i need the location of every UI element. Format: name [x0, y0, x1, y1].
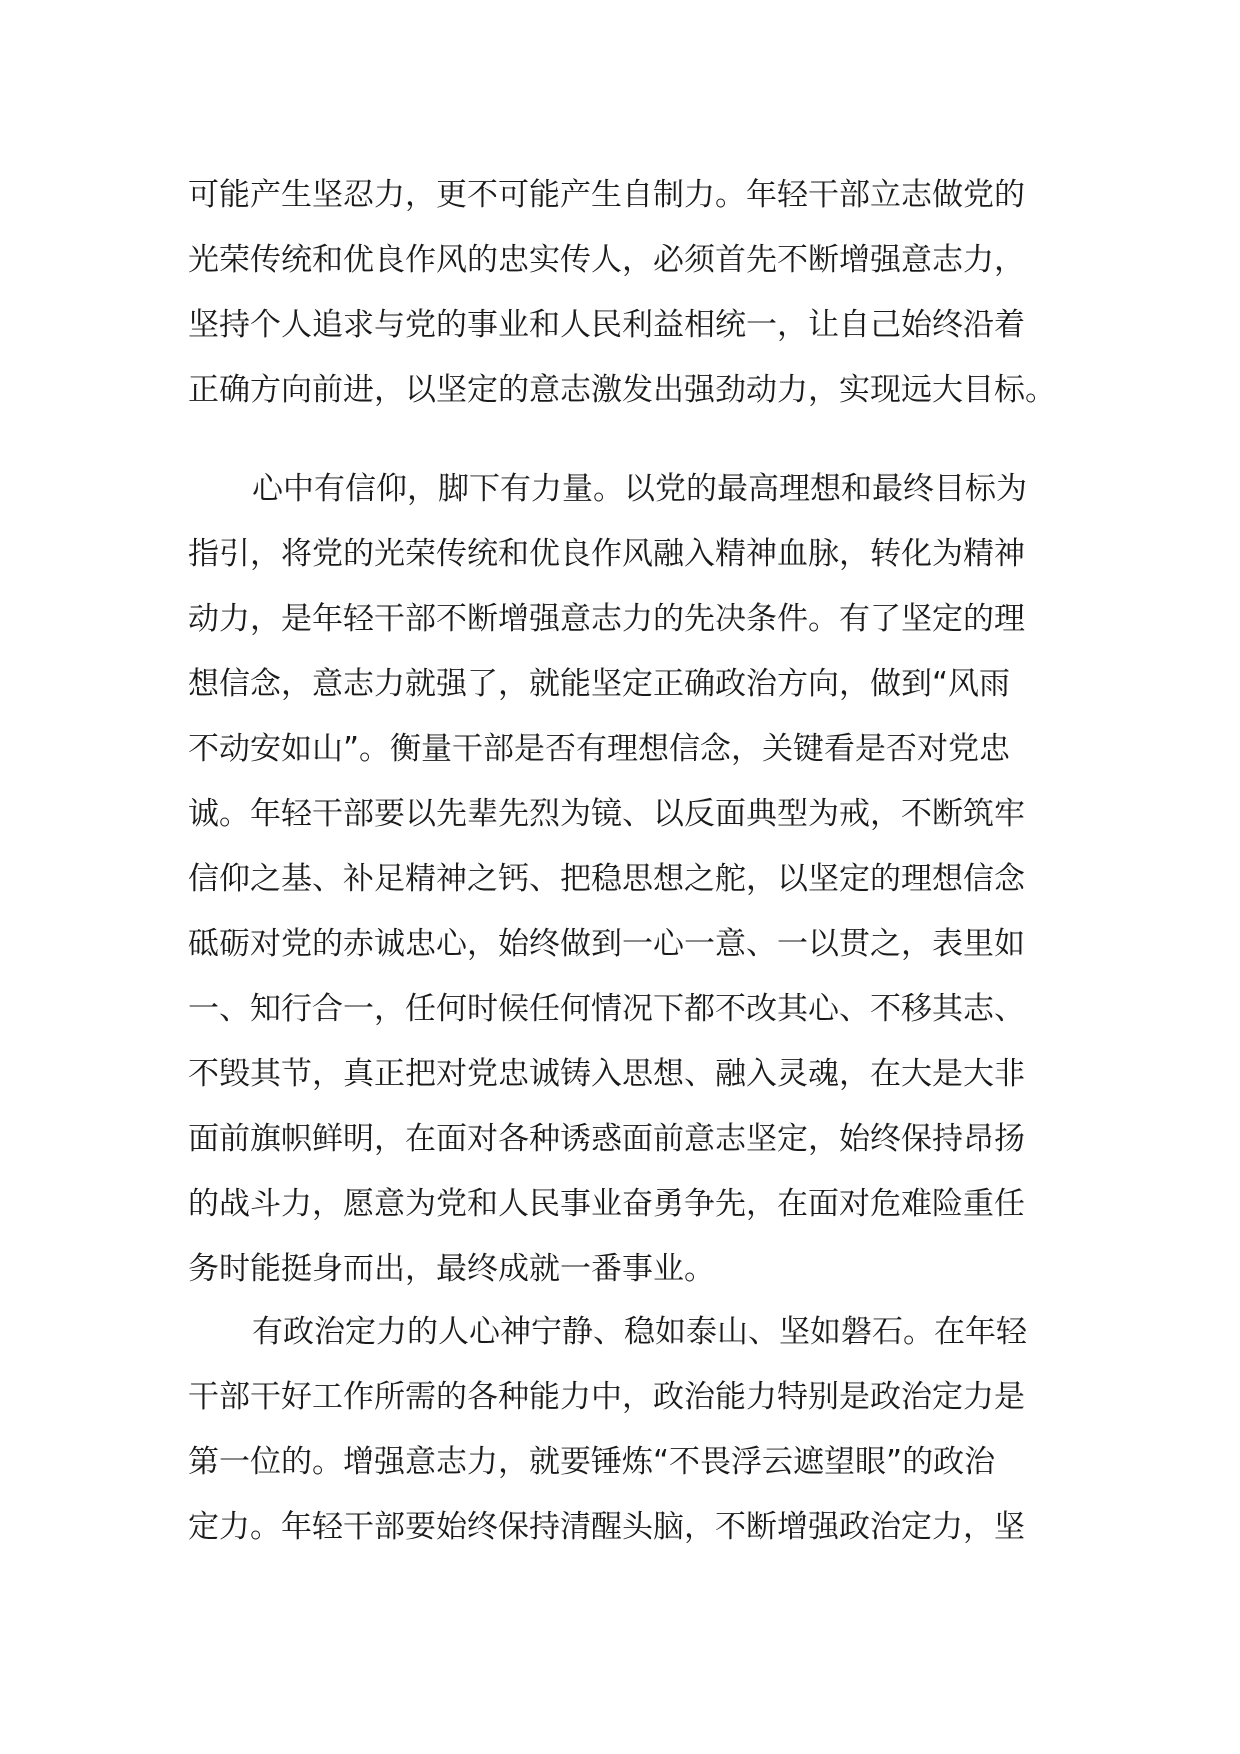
paragraph-line: 定力。年轻干部要始终保持清醒头脑，不断增强政治定力，坚 [188, 1509, 1025, 1545]
paragraph-line: 的战斗力，愿意为党和人民事业奋勇争先，在面对危难险重任 [188, 1186, 1025, 1222]
paragraph-line: 干部干好工作所需的各种能力中，政治能力特别是政治定力是 [188, 1379, 1025, 1415]
paragraph-line-first: 心中有信仰，脚下有力量。以党的最高理想和最终目标为 [252, 471, 1027, 507]
paragraph-line: 动力，是年轻干部不断增强意志力的先决条件。有了坚定的理 [188, 601, 1025, 637]
paragraph-2 [188, 457, 1068, 1302]
paragraph-line: 光荣传统和优良作风的忠实传人，必须首先不断增强意志力， [188, 242, 1025, 278]
paragraph-line: 可能产生坚忍力，更不可能产生自制力。年轻干部立志做党的 [188, 177, 1025, 213]
paragraph-1 [188, 163, 1068, 423]
paragraph-line: 坚持个人追求与党的事业和人民利益相统一，让自己始终沿着 [188, 307, 1025, 343]
paragraph-line: 第一位的。增强意志力，就要锤炼“不畏浮云遮望眼”的政治 [188, 1444, 996, 1480]
paragraph-line: 务时能挺身而出，最终成就一番事业。 [188, 1251, 715, 1287]
paragraph-3 [188, 1300, 1068, 1560]
paragraph-line: 信仰之基、补足精神之钙、把稳思想之舵，以坚定的理想信念 [188, 861, 1025, 897]
paragraph-line: 一、知行合一，任何时候任何情况下都不改其心、不移其志、 [188, 991, 1025, 1027]
paragraph-line: 不动安如山”。衡量干部是否有理想信念，关键看是否对党忠 [188, 731, 1011, 767]
paragraph-line: 正确方向前进，以坚定的意志激发出强劲动力，实现远大目标。 [188, 372, 1056, 408]
paragraph-line-first: 有政治定力的人心神宁静、稳如泰山、坚如磐石。在年轻 [252, 1314, 1027, 1350]
paragraph-line: 指引，将党的光荣传统和优良作风融入精神血脉，转化为精神 [188, 536, 1025, 572]
paragraph-line: 砥砺对党的赤诚忠心，始终做到一心一意、一以贯之，表里如 [188, 926, 1025, 962]
paragraph-line: 不毁其节，真正把对党忠诚铸入思想、融入灵魂，在大是大非 [188, 1056, 1025, 1092]
paragraph-line: 面前旗帜鲜明，在面对各种诱惑面前意志坚定，始终保持昂扬 [188, 1121, 1025, 1157]
paragraph-line: 诚。年轻干部要以先辈先烈为镜、以反面典型为戒，不断筑牢 [188, 796, 1025, 832]
paragraph-line: 想信念，意志力就强了，就能坚定正确政治方向，做到“风雨 [188, 666, 1011, 702]
